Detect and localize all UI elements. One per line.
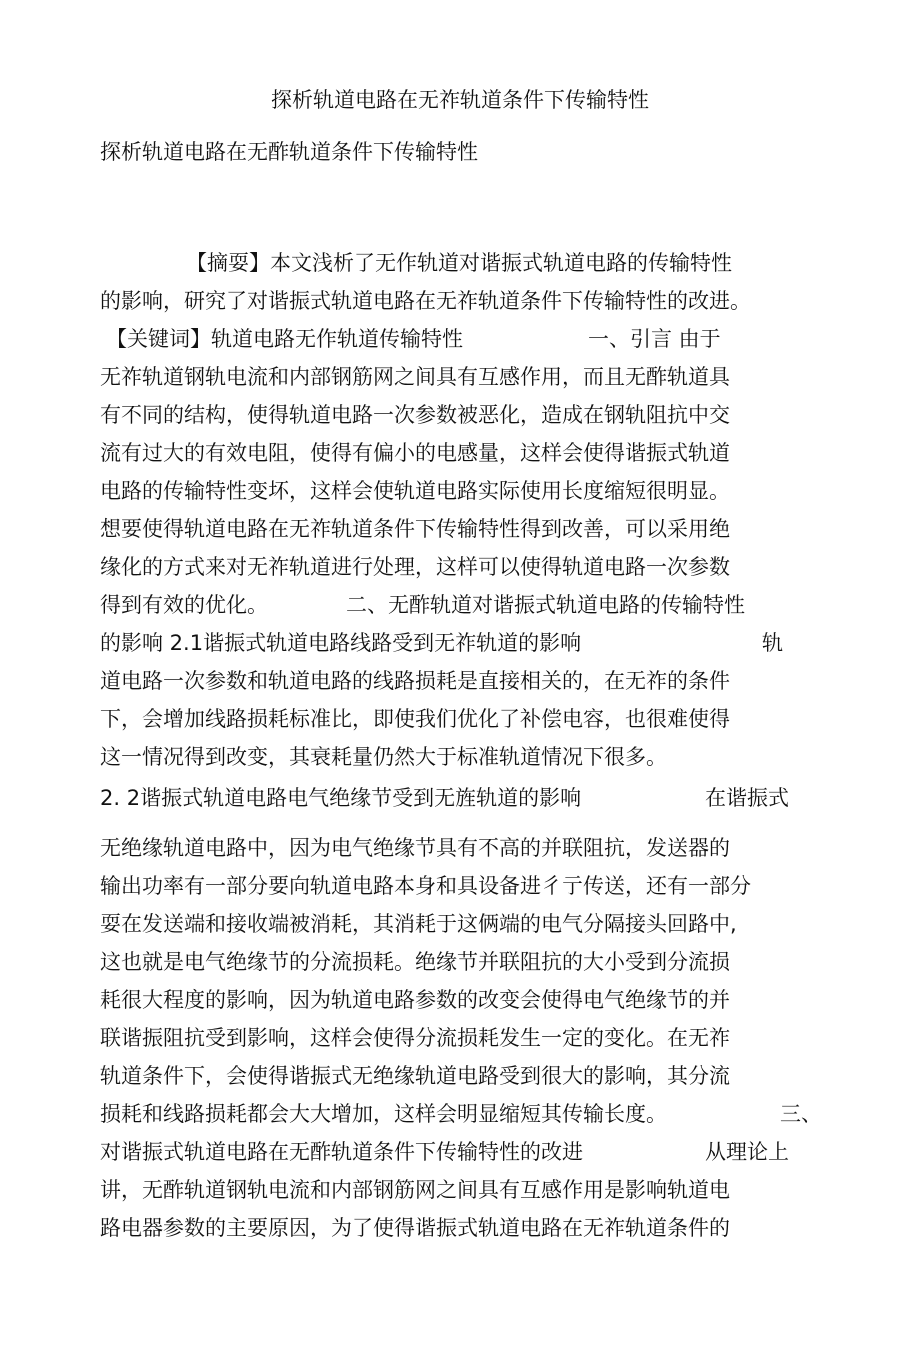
body-line: 道电路一次参数和轨道电路的线路损耗是直接相关的，在无祚的条件 — [100, 669, 730, 693]
body-line: 【关键词】轨道电路无作轨道传输特性 — [106, 327, 463, 351]
body-line: 损耗和线路损耗都会大大增加，这样会明显缩短其传输长度。 — [100, 1102, 667, 1126]
body-line: 得到有效的优化。 — [100, 593, 268, 617]
body-line: 轨道条件下，会使得谐振式无绝缘轨道电路受到很大的影响，其分流 — [100, 1064, 730, 1088]
body-line: 无祚轨道钢轨电流和内部钢筋网之间具有互感作用，而且无酢轨道具 — [100, 365, 730, 389]
body-line: 耍在发送端和接收端被消耗，其消耗于这俩端的电气分隔接头回路中, — [100, 912, 737, 936]
body-line: 下，会增加线路损耗标准比，即使我们优化了补偿电容，也很难使得 — [100, 707, 730, 731]
body-line: 联谐振阻抗受到影响，这样会使得分流损耗发生一定的变化。在无祚 — [100, 1026, 730, 1050]
body-line: 【摘耍】本文浅析了无作轨道对谐振式轨道电路的传输特性 — [186, 251, 732, 275]
body-line: 的影响 2.1谐振式轨道电路线路受到无祚轨道的影响 — [100, 631, 582, 655]
body-line: 从理论上 — [705, 1140, 789, 1164]
body-line: 轨 — [762, 631, 783, 655]
body-line: 这也就是电气绝缘节的分流损耗。绝缘节并联阻抗的大小受到分流损 — [100, 950, 730, 974]
body-line: 这一情况得到改变，其衰耗量仍然大于标准轨道情况下很多。 — [100, 745, 667, 769]
section-heading: 对谐振式轨道电路在无酢轨道条件下传输特性的改进 — [100, 1140, 583, 1164]
document-subtitle: 探析轨道电路在无酢轨道条件下传输特性 — [100, 140, 478, 164]
body-line: 想要使得轨道电路在无祚轨道条件下传输特性得到改善，可以采用绝 — [100, 517, 730, 541]
section-heading: 一、引言 由于 — [588, 327, 721, 351]
body-line: 缘化的方式来对无祚轨道进行处理，这样可以使得轨道电路一次参数 — [100, 555, 730, 579]
body-line: 流有过大的有效电阻，使得有偏小的电感量，这样会使得谐振式轨道 — [100, 441, 730, 465]
body-line: 的影响，研究了对谐振式轨道电路在无祚轨道条件下传输特性的改进。 — [100, 289, 751, 313]
body-line: 耗很大程度的影响，因为轨道电路参数的改变会使得电气绝缘节的并 — [100, 988, 730, 1012]
body-line: 有不同的结构，使得轨道电路一次参数被恶化，造成在钢轨阻抗中交 — [100, 403, 730, 427]
body-line: 讲，无酢轨道钢轨电流和内部钢筋网之间具有互感作用是影响轨道电 — [100, 1178, 730, 1202]
section-heading: 三、 — [780, 1102, 822, 1126]
body-line: 输出功率有一部分要向轨道电路本身和具设备进彳亍传送，还有一部分 — [100, 874, 751, 898]
document-title: 探析轨道电路在无祚轨道条件下传输特性 — [271, 88, 649, 112]
body-line: 路电器参数的主要原因，为了使得谐振式轨道电路在无祚轨道条件的 — [100, 1216, 730, 1240]
body-line: 无绝缘轨道电路中，因为电气绝缘节具有不高的并联阻抗，发送器的 — [100, 836, 730, 860]
subsection-heading: 2. 2谐振式轨道电路电气绝缘节受到无旌轨道的影响 — [100, 786, 582, 810]
body-line: 电路的传输特性变坏，这样会使轨道电路实际使用长度缩短很明显。 — [100, 479, 730, 503]
section-heading: 二、无酢轨道对谐振式轨道电路的传输特性 — [346, 593, 745, 617]
body-line: 在谐振式 — [705, 786, 789, 810]
